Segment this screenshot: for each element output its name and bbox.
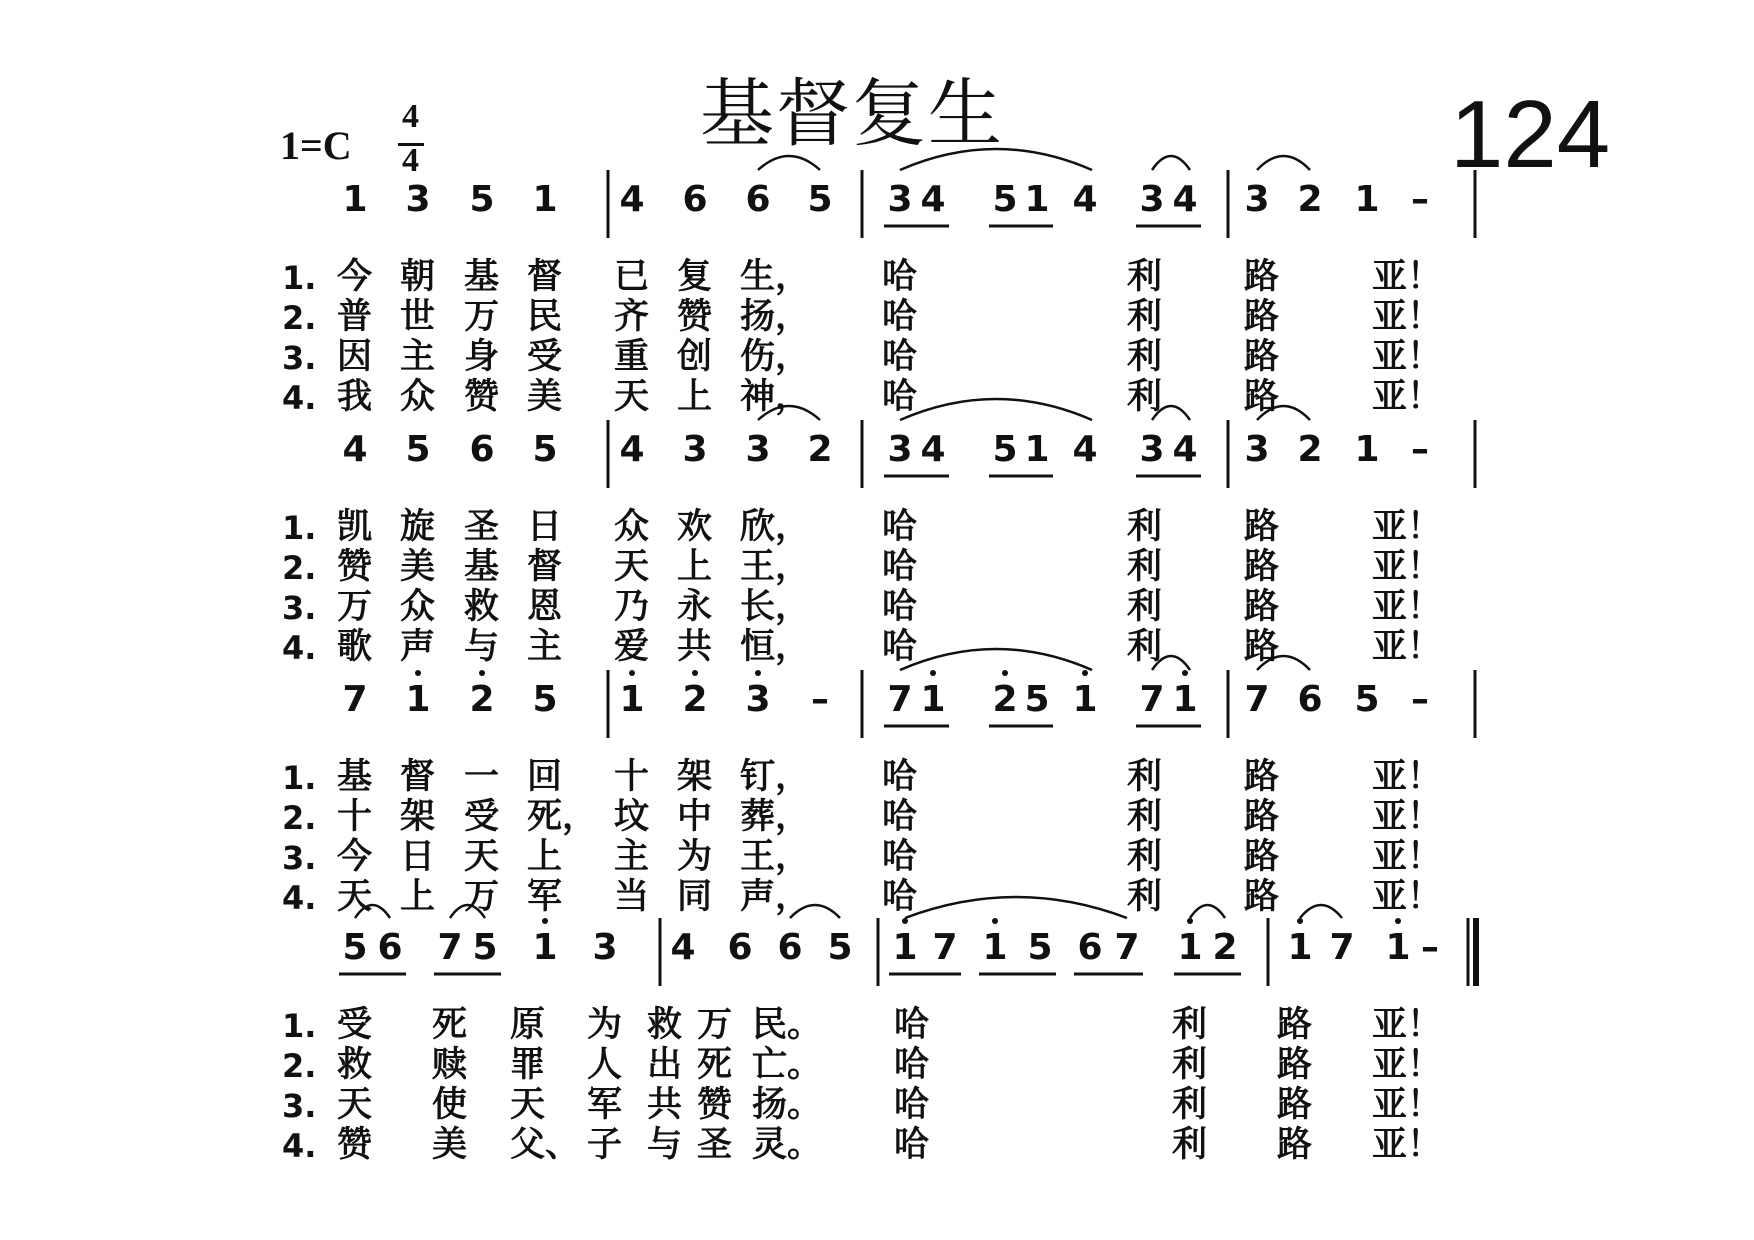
lyric-syllable: 利 xyxy=(1127,587,1163,627)
note: 5 xyxy=(472,927,498,968)
note: 2 xyxy=(807,429,833,470)
slur xyxy=(1257,156,1310,170)
lyric-syllable: 基 xyxy=(464,547,500,587)
lyric-syllable: 重 xyxy=(614,337,650,377)
slur xyxy=(758,406,820,420)
note: 4 xyxy=(1172,429,1198,470)
verse-number: 3. xyxy=(282,589,317,627)
lyric-syllable: 欢 xyxy=(677,507,713,547)
lyric-syllable: 民。 xyxy=(752,1005,823,1045)
verse-number: 2. xyxy=(282,799,317,837)
lyric-syllable: 扬。 xyxy=(752,1085,823,1125)
lyric-syllable: 创 xyxy=(677,337,713,377)
lyric-syllable: 赞 xyxy=(677,297,713,337)
lyric-syllable: 回 xyxy=(527,757,563,797)
slur xyxy=(1190,905,1225,918)
note: 7 xyxy=(437,927,463,968)
lyric-syllable: 主 xyxy=(614,837,650,877)
lyric-syllable: 声， xyxy=(740,877,811,917)
lyric-syllable: 利 xyxy=(1127,377,1163,417)
lyric-syllable: 利 xyxy=(1172,1125,1208,1165)
note: 3 xyxy=(405,179,431,220)
lyric-syllable: 美 xyxy=(400,547,436,587)
lyric-syllable: 利 xyxy=(1172,1045,1208,1085)
note: 1 xyxy=(342,179,368,220)
lyric-syllable: 利 xyxy=(1127,257,1163,297)
note: 3 xyxy=(1139,179,1165,220)
lyric-syllable: 罪 xyxy=(510,1045,546,1085)
note: 1 xyxy=(920,679,946,720)
note: – xyxy=(1411,179,1429,220)
note: 3 xyxy=(592,927,618,968)
note: 5 xyxy=(1027,927,1053,968)
lyric-syllable: 救 xyxy=(464,587,500,627)
lyric-syllable: 恒， xyxy=(740,627,811,667)
verse-number: 4. xyxy=(282,879,317,917)
lyric-syllable: 凯 xyxy=(337,507,373,547)
lyric-syllable: 哈 xyxy=(882,797,918,837)
lyric-syllable: 上 xyxy=(527,837,563,877)
slur xyxy=(1257,406,1310,420)
note: 5 xyxy=(342,927,368,968)
lyric-syllable: 亚！ xyxy=(1372,1125,1443,1165)
note: 5 xyxy=(405,429,431,470)
lyric-syllable: 日 xyxy=(400,837,436,877)
note: 1 xyxy=(892,927,918,968)
lyric-syllable: 我 xyxy=(337,377,373,417)
note: 7 xyxy=(342,679,368,720)
lyric-syllable: 督 xyxy=(527,547,563,587)
lyric-syllable: 原 xyxy=(510,1005,546,1045)
slur xyxy=(1257,656,1310,670)
verse-number: 2. xyxy=(282,299,317,337)
lyric-syllable: 亚！ xyxy=(1372,587,1443,627)
lyric-syllable: 哈 xyxy=(882,587,918,627)
lyric-syllable: 督 xyxy=(400,757,436,797)
lyric-syllable: 哈 xyxy=(882,837,918,877)
note: 4 xyxy=(920,179,946,220)
slur xyxy=(900,399,1092,420)
note: 3 xyxy=(682,429,708,470)
lyric-syllable: 利 xyxy=(1127,507,1163,547)
note: 5 xyxy=(532,429,558,470)
note: 2 xyxy=(469,679,495,720)
lyric-syllable: 共 xyxy=(647,1085,683,1125)
note: 7 xyxy=(1139,679,1165,720)
lyric-syllable: 日 xyxy=(527,507,563,547)
lyric-syllable: 哈 xyxy=(894,1085,930,1125)
note: 4 xyxy=(920,429,946,470)
time-signature-denominator: 4 xyxy=(402,142,419,179)
lyric-syllable: 长， xyxy=(740,587,811,627)
lyric-syllable: 哈 xyxy=(882,257,918,297)
lyric-syllable: 路 xyxy=(1244,877,1280,917)
lyric-syllable: 利 xyxy=(1127,547,1163,587)
lyric-syllable: 亚！ xyxy=(1372,377,1443,417)
note: 7 xyxy=(932,927,958,968)
lyric-syllable: 灵。 xyxy=(752,1125,823,1165)
lyric-syllable: 亚！ xyxy=(1372,1085,1443,1125)
lyric-syllable: 亚！ xyxy=(1372,1045,1443,1085)
verse-number: 3. xyxy=(282,839,317,877)
lyric-syllable: 圣 xyxy=(464,507,500,547)
lyric-syllable: 赞 xyxy=(697,1085,733,1125)
lyric-syllable: 路 xyxy=(1244,837,1280,877)
slur xyxy=(1152,156,1190,170)
note: 1 xyxy=(982,927,1008,968)
lyric-syllable: 恩 xyxy=(527,587,563,627)
lyric-syllable: 受 xyxy=(527,337,563,377)
lyric-syllable: 上 xyxy=(400,877,436,917)
lyric-syllable: 万 xyxy=(464,877,500,917)
lyric-syllable: 坟 xyxy=(614,797,650,837)
lyric-syllable: 利 xyxy=(1127,627,1163,667)
note: 3 xyxy=(745,429,771,470)
lyric-syllable: 路 xyxy=(1244,627,1280,667)
lyric-syllable: 齐 xyxy=(614,297,650,337)
note: 1 xyxy=(1354,429,1380,470)
lyric-syllable: 利 xyxy=(1127,337,1163,377)
slur xyxy=(758,156,820,170)
lyric-syllable: 利 xyxy=(1172,1005,1208,1045)
lyric-syllable: 共 xyxy=(677,627,713,667)
hymn-number: 124 xyxy=(1450,81,1611,188)
time-signature-numerator: 4 xyxy=(402,98,419,135)
lyric-syllable: 利 xyxy=(1127,757,1163,797)
note: 1 xyxy=(1354,179,1380,220)
lyric-syllable: 使 xyxy=(432,1085,468,1125)
note: – xyxy=(1421,927,1439,968)
verse-number: 2. xyxy=(282,1047,317,1085)
lyric-syllable: 救 xyxy=(647,1005,683,1045)
note: 4 xyxy=(1172,179,1198,220)
lyric-syllable: 声 xyxy=(400,627,436,667)
lyric-syllable: 王， xyxy=(740,837,811,877)
note: 4 xyxy=(342,429,368,470)
lyric-syllable: 基 xyxy=(337,757,373,797)
lyric-syllable: 身 xyxy=(464,337,500,377)
lyric-syllable: 爱 xyxy=(614,627,650,667)
lyric-syllable: 利 xyxy=(1127,797,1163,837)
note: 2 xyxy=(682,679,708,720)
note: 6 xyxy=(745,179,771,220)
note: 1 xyxy=(1287,927,1313,968)
verse-number: 4. xyxy=(282,1127,317,1165)
note: 1 xyxy=(1024,179,1050,220)
lyric-syllable: 架 xyxy=(400,797,436,837)
lyric-syllable: 万 xyxy=(464,297,500,337)
note: 1 xyxy=(532,927,558,968)
note: – xyxy=(811,679,829,720)
lyric-syllable: 已 xyxy=(614,257,650,297)
lyric-syllable: 亚！ xyxy=(1372,877,1443,917)
lyric-syllable: 哈 xyxy=(882,337,918,377)
lyric-syllable: 旋 xyxy=(400,507,436,547)
lyric-syllable: 人 xyxy=(587,1045,623,1085)
note: 2 xyxy=(1212,927,1238,968)
lyric-syllable: 与 xyxy=(464,627,500,667)
note: 3 xyxy=(1244,429,1270,470)
note: 2 xyxy=(1297,429,1323,470)
lyric-syllable: 乃 xyxy=(614,587,650,627)
note: 5 xyxy=(992,429,1018,470)
lyric-syllable: 世 xyxy=(400,297,436,337)
lyric-syllable: 亚！ xyxy=(1372,797,1443,837)
verse-number: 1. xyxy=(282,509,317,547)
note: 4 xyxy=(1072,179,1098,220)
lyric-syllable: 利 xyxy=(1172,1085,1208,1125)
lyric-syllable: 路 xyxy=(1244,297,1280,337)
lyric-syllable: 亚！ xyxy=(1372,297,1443,337)
lyric-syllable: 主 xyxy=(400,337,436,377)
lyric-syllable: 亚！ xyxy=(1372,337,1443,377)
lyric-syllable: 救 xyxy=(337,1045,373,1085)
lyric-syllable: 路 xyxy=(1277,1045,1313,1085)
page-title: 基督复生 xyxy=(700,71,1004,157)
lyric-syllable: 一 xyxy=(464,757,500,797)
lyric-syllable: 神， xyxy=(740,377,811,417)
lyric-syllable: 架 xyxy=(677,757,713,797)
lyric-syllable: 圣 xyxy=(697,1125,733,1165)
note: 5 xyxy=(807,179,833,220)
note: 1 xyxy=(532,179,558,220)
lyric-syllable: 督 xyxy=(527,257,563,297)
lyric-syllable: 死， xyxy=(527,797,598,837)
lyric-syllable: 路 xyxy=(1244,257,1280,297)
lyric-syllable: 利 xyxy=(1127,877,1163,917)
note: 3 xyxy=(887,429,913,470)
lyric-syllable: 父、 xyxy=(510,1125,581,1165)
verse-number: 1. xyxy=(282,1007,317,1045)
lyric-syllable: 民 xyxy=(527,297,563,337)
note: 6 xyxy=(1297,679,1323,720)
lyric-syllable: 军 xyxy=(587,1085,623,1125)
note: 7 xyxy=(887,679,913,720)
note: 6 xyxy=(777,927,803,968)
lyric-syllable: 赎 xyxy=(432,1045,468,1085)
verse-number: 2. xyxy=(282,549,317,587)
lyric-syllable: 哈 xyxy=(882,377,918,417)
note: 7 xyxy=(1244,679,1270,720)
lyric-syllable: 哈 xyxy=(882,757,918,797)
note: 1 xyxy=(1024,429,1050,470)
lyric-syllable: 路 xyxy=(1277,1085,1313,1125)
lyric-syllable: 天 xyxy=(337,1085,373,1125)
lyric-syllable: 路 xyxy=(1277,1125,1313,1165)
note: 3 xyxy=(1139,429,1165,470)
note: 5 xyxy=(1354,679,1380,720)
lyric-syllable: 亚！ xyxy=(1372,507,1443,547)
lyric-syllable: 赞 xyxy=(464,377,500,417)
lyric-syllable: 众 xyxy=(614,507,650,547)
note: 4 xyxy=(619,429,645,470)
lyric-syllable: 路 xyxy=(1277,1005,1313,1045)
lyric-syllable: 今 xyxy=(337,257,373,297)
note: – xyxy=(1411,429,1429,470)
lyric-syllable: 十 xyxy=(337,797,373,837)
note: 1 xyxy=(1177,927,1203,968)
note: 6 xyxy=(682,179,708,220)
lyric-syllable: 路 xyxy=(1244,507,1280,547)
lyric-syllable: 路 xyxy=(1244,797,1280,837)
lyric-syllable: 美 xyxy=(527,377,563,417)
lyric-syllable: 万 xyxy=(337,587,373,627)
lyric-syllable: 同 xyxy=(677,877,713,917)
lyric-syllable: 当 xyxy=(614,877,650,917)
lyric-syllable: 哈 xyxy=(882,877,918,917)
slur xyxy=(450,905,485,918)
lyric-syllable: 天 xyxy=(464,837,500,877)
lyric-syllable: 子 xyxy=(587,1125,623,1165)
lyric-syllable: 钉， xyxy=(740,757,811,797)
lyric-syllable: 路 xyxy=(1244,377,1280,417)
lyric-syllable: 永 xyxy=(677,587,713,627)
lyric-syllable: 亚！ xyxy=(1372,1005,1443,1045)
note: 4 xyxy=(619,179,645,220)
note: 6 xyxy=(1077,927,1103,968)
note: 5 xyxy=(469,179,495,220)
lyric-syllable: 天 xyxy=(510,1085,546,1125)
lyric-syllable: 众 xyxy=(400,377,436,417)
lyric-syllable: 哈 xyxy=(882,627,918,667)
note: 5 xyxy=(1024,679,1050,720)
note: 1 xyxy=(405,679,431,720)
lyric-syllable: 天 xyxy=(614,547,650,587)
note: 6 xyxy=(469,429,495,470)
verse-number: 1. xyxy=(282,259,317,297)
lyric-syllable: 利 xyxy=(1127,837,1163,877)
lyric-syllable: 基 xyxy=(464,257,500,297)
note: 6 xyxy=(377,927,403,968)
lyric-syllable: 亚！ xyxy=(1372,547,1443,587)
lyric-syllable: 赞 xyxy=(337,1125,373,1165)
note: 5 xyxy=(992,179,1018,220)
note: 7 xyxy=(1114,927,1140,968)
lyric-syllable: 普 xyxy=(337,297,373,337)
verse-number: 4. xyxy=(282,379,317,417)
lyric-syllable: 亡。 xyxy=(752,1045,823,1085)
note: 2 xyxy=(1297,179,1323,220)
lyric-syllable: 军 xyxy=(527,877,563,917)
lyric-syllable: 哈 xyxy=(894,1125,930,1165)
lyric-syllable: 路 xyxy=(1244,757,1280,797)
note: 1 xyxy=(1072,679,1098,720)
lyric-syllable: 出 xyxy=(647,1045,683,1085)
slur xyxy=(1300,905,1342,918)
lyric-syllable: 亚！ xyxy=(1372,837,1443,877)
slur xyxy=(790,905,840,918)
lyric-syllable: 葬， xyxy=(740,797,811,837)
lyric-syllable: 天 xyxy=(614,377,650,417)
note: 4 xyxy=(1072,429,1098,470)
note: 2 xyxy=(992,679,1018,720)
lyric-syllable: 亚！ xyxy=(1372,627,1443,667)
lyric-syllable: 利 xyxy=(1127,297,1163,337)
lyric-syllable: 上 xyxy=(677,377,713,417)
lyric-syllable: 今 xyxy=(337,837,373,877)
lyric-syllable: 歌 xyxy=(337,627,373,667)
lyric-syllable: 主 xyxy=(527,627,563,667)
lyric-syllable: 天 xyxy=(337,877,373,917)
note: 7 xyxy=(1329,927,1355,968)
lyric-syllable: 亚！ xyxy=(1372,257,1443,297)
note: 3 xyxy=(745,679,771,720)
note: 1 xyxy=(1172,679,1198,720)
slur xyxy=(1152,656,1190,670)
key-signature: 1=C xyxy=(280,123,352,168)
verse-number: 4. xyxy=(282,629,317,667)
lyric-syllable: 亚！ xyxy=(1372,757,1443,797)
lyric-syllable: 生， xyxy=(740,257,811,297)
lyric-syllable: 复 xyxy=(677,257,713,297)
lyric-syllable: 死 xyxy=(432,1005,468,1045)
slur xyxy=(355,905,390,918)
lyric-syllable: 朝 xyxy=(400,257,436,297)
slur xyxy=(900,649,1092,670)
slur xyxy=(1152,406,1190,420)
note: 3 xyxy=(1244,179,1270,220)
lyric-syllable: 路 xyxy=(1244,547,1280,587)
lyric-syllable: 哈 xyxy=(882,507,918,547)
lyric-syllable: 哈 xyxy=(894,1045,930,1085)
lyric-syllable: 众 xyxy=(400,587,436,627)
verse-number: 3. xyxy=(282,1087,317,1125)
lyric-syllable: 十 xyxy=(614,757,650,797)
slur xyxy=(900,149,1092,170)
lyric-syllable: 美 xyxy=(432,1125,468,1165)
note: 5 xyxy=(827,927,853,968)
note: – xyxy=(1411,679,1429,720)
lyric-syllable: 扬， xyxy=(740,297,811,337)
lyric-syllable: 上 xyxy=(677,547,713,587)
lyric-syllable: 因 xyxy=(337,337,373,377)
lyric-syllable: 死 xyxy=(697,1045,733,1085)
slur xyxy=(905,897,1127,918)
lyric-syllable: 王， xyxy=(740,547,811,587)
lyric-syllable: 为 xyxy=(587,1005,623,1045)
note: 3 xyxy=(887,179,913,220)
lyric-syllable: 万 xyxy=(697,1005,733,1045)
note: 5 xyxy=(532,679,558,720)
lyric-syllable: 哈 xyxy=(882,547,918,587)
lyric-syllable: 为 xyxy=(677,837,713,877)
note: 1 xyxy=(1385,927,1411,968)
lyric-syllable: 与 xyxy=(647,1125,683,1165)
lyric-syllable: 欣， xyxy=(740,507,811,547)
lyric-syllable: 哈 xyxy=(882,297,918,337)
lyric-syllable: 路 xyxy=(1244,587,1280,627)
lyric-syllable: 中 xyxy=(677,797,713,837)
verse-number: 3. xyxy=(282,339,317,377)
lyric-syllable: 受 xyxy=(337,1005,373,1045)
note: 6 xyxy=(727,927,753,968)
lyric-syllable: 赞 xyxy=(337,547,373,587)
verse-number: 1. xyxy=(282,759,317,797)
lyric-syllable: 受 xyxy=(464,797,500,837)
lyric-syllable: 哈 xyxy=(894,1005,930,1045)
note: 4 xyxy=(670,927,696,968)
lyric-syllable: 伤， xyxy=(740,337,811,377)
note: 1 xyxy=(619,679,645,720)
lyric-syllable: 路 xyxy=(1244,337,1280,377)
